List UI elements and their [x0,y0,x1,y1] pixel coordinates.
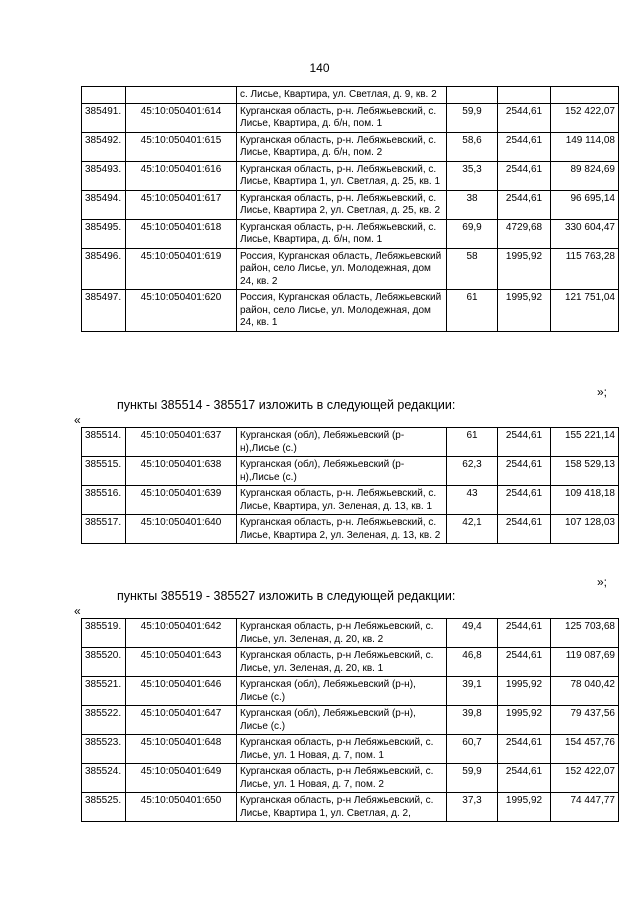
cadastral-value: 158 529,13 [551,457,619,486]
area: 59,9 [447,764,498,793]
cadastral-number: 45:10:050401:642 [126,619,237,648]
row-number: 385519. [82,619,126,648]
table-row [82,486,619,515]
cadastral-value [551,87,619,104]
table-row [82,87,619,104]
row-number: 385514. [82,428,126,457]
cadastral-value: 79 437,56 [551,706,619,735]
specific-value: 1995,92 [498,706,551,735]
table-row [82,706,619,735]
row-number: 385523. [82,735,126,764]
close-quote: »; [596,575,607,589]
registry-table-3 [81,618,619,822]
open-quote: « [74,413,81,427]
area: 35,3 [447,161,498,190]
cadastral-value: 152 422,07 [551,764,619,793]
row-number: 385491. [82,103,126,132]
area: 59,9 [447,103,498,132]
address: Курганская область, р-н Лебяжьевский, с. Лисье, ул. 1 Новая, д. 7, пом. 2 [237,764,447,793]
address: с. Лисье, Квартира, ул. Светлая, д. 9, кв. 2 [237,87,447,104]
specific-value: 2544,61 [498,457,551,486]
table-row [82,132,619,161]
area: 58 [447,248,498,290]
specific-value: 2544,61 [498,648,551,677]
area: 39,8 [447,706,498,735]
row-number: 385517. [82,515,126,544]
table-row [82,515,619,544]
cadastral-value: 115 763,28 [551,248,619,290]
table-row [82,103,619,132]
specific-value: 2544,61 [498,103,551,132]
table-row [82,619,619,648]
table-row [82,219,619,248]
address: Курганская область, р-н Лебяжьевский, с. Лисье, ул. 1 Новая, д. 7, пом. 1 [237,735,447,764]
specific-value: 2544,61 [498,190,551,219]
cadastral-value: 152 422,07 [551,103,619,132]
specific-value: 2544,61 [498,161,551,190]
row-number: 385492. [82,132,126,161]
cadastral-value: 330 604,47 [551,219,619,248]
cadastral-number: 45:10:050401:643 [126,648,237,677]
area: 39,1 [447,677,498,706]
table-row [82,161,619,190]
specific-value: 2544,61 [498,619,551,648]
area: 60,7 [447,735,498,764]
cadastral-number: 45:10:050401:614 [126,103,237,132]
specific-value: 1995,92 [498,290,551,332]
row-number: 385493. [82,161,126,190]
specific-value: 1995,92 [498,677,551,706]
cadastral-number: 45:10:050401:648 [126,735,237,764]
cadastral-number: 45:10:050401:616 [126,161,237,190]
cadastral-value: 121 751,04 [551,290,619,332]
address: Курганская область, р-н. Лебяжьевский, с. Лисье, Квартира, д. б/н, пом. 1 [237,219,447,248]
specific-value: 2544,61 [498,515,551,544]
specific-value: 2544,61 [498,486,551,515]
address: Курганская область, р-н. Лебяжьевский, с. Лисье, Квартира, д. б/н, пом. 1 [237,103,447,132]
area: 43 [447,486,498,515]
cadastral-value: 109 418,18 [551,486,619,515]
registry-table-2 [81,427,619,544]
table-row [82,648,619,677]
row-number: 385515. [82,457,126,486]
area: 38 [447,190,498,219]
address: Курганская область, р-н. Лебяжьевский, с. Лисье, Квартира 2, ул. Зеленая, д. 13, кв. 2 [237,515,447,544]
address: Курганская область, р-н. Лебяжьевский, с. Лисье, Квартира 1, ул. Светлая, д. 25, кв. 1 [237,161,447,190]
cadastral-number: 45:10:050401:647 [126,706,237,735]
address: Курганская область, р-н. Лебяжьевский, с. Лисье, Квартира, д. б/н, пом. 2 [237,132,447,161]
table-row [82,248,619,290]
specific-value: 2544,61 [498,735,551,764]
area: 42,1 [447,515,498,544]
cadastral-number: 45:10:050401:650 [126,793,237,822]
address: Россия, Курганская область, Лебяжьевский район, село Лисье, ул. Молодежная, дом 24, кв. 2 [237,248,447,290]
cadastral-number: 45:10:050401:617 [126,190,237,219]
area: 62,3 [447,457,498,486]
cadastral-number: 45:10:050401:615 [126,132,237,161]
specific-value: 1995,92 [498,793,551,822]
address: Курганская область, р-н Лебяжьевский, с. Лисье, ул. Зеленая, д. 20, кв. 1 [237,648,447,677]
cadastral-value: 96 695,14 [551,190,619,219]
address: Курганская (обл), Лебяжьевский (р-н), Лисье (с.) [237,706,447,735]
cadastral-number: 45:10:050401:640 [126,515,237,544]
row-number: 385522. [82,706,126,735]
page-number: 140 [309,61,330,75]
cadastral-number: 45:10:050401:618 [126,219,237,248]
cadastral-number [126,87,237,104]
section-heading: пункты 385514 - 385517 изложить в следующей редакции: [117,398,456,412]
cadastral-number: 45:10:050401:637 [126,428,237,457]
cadastral-number: 45:10:050401:639 [126,486,237,515]
area: 46,8 [447,648,498,677]
cadastral-value: 119 087,69 [551,648,619,677]
area: 49,4 [447,619,498,648]
row-number: 385520. [82,648,126,677]
cadastral-value: 149 114,08 [551,132,619,161]
cadastral-value: 154 457,76 [551,735,619,764]
area: 69,9 [447,219,498,248]
address: Курганская (обл), Лебяжьевский (р-н), Лисье (с.) [237,677,447,706]
specific-value: 2544,61 [498,132,551,161]
specific-value: 1995,92 [498,248,551,290]
table-row [82,764,619,793]
table-row [82,290,619,332]
row-number: 385494. [82,190,126,219]
table-row [82,793,619,822]
close-quote: »; [596,385,607,399]
address: Россия, Курганская область, Лебяжьевский район, село Лисье, ул. Молодежная, дом 24, кв. 1 [237,290,447,332]
cadastral-number: 45:10:050401:619 [126,248,237,290]
cadastral-value: 155 221,14 [551,428,619,457]
table-row [82,677,619,706]
cadastral-value: 107 128,03 [551,515,619,544]
row-number: 385524. [82,764,126,793]
area: 58,6 [447,132,498,161]
cadastral-number: 45:10:050401:646 [126,677,237,706]
row-number: 385496. [82,248,126,290]
row-number: 385497. [82,290,126,332]
cadastral-number: 45:10:050401:620 [126,290,237,332]
area: 61 [447,428,498,457]
table-row [82,190,619,219]
address: Курганская область, р-н Лебяжьевский, с. Лисье, Квартира 1, ул. Светлая, д. 2, [237,793,447,822]
address: Курганская область, р-н Лебяжьевский, с. Лисье, ул. Зеленая, д. 20, кв. 2 [237,619,447,648]
table-row [82,735,619,764]
table-row [82,428,619,457]
specific-value: 2544,61 [498,428,551,457]
cadastral-value: 125 703,68 [551,619,619,648]
cadastral-value: 89 824,69 [551,161,619,190]
cadastral-number: 45:10:050401:638 [126,457,237,486]
specific-value: 2544,61 [498,764,551,793]
registry-table-1 [81,86,619,332]
table-row [82,457,619,486]
area [447,87,498,104]
area: 37,3 [447,793,498,822]
cadastral-value: 78 040,42 [551,677,619,706]
row-number [82,87,126,104]
row-number: 385525. [82,793,126,822]
cadastral-number: 45:10:050401:649 [126,764,237,793]
specific-value: 4729,68 [498,219,551,248]
row-number: 385516. [82,486,126,515]
address: Курганская (обл), Лебяжьевский (р-н),Лисье (с.) [237,428,447,457]
address: Курганская область, р-н. Лебяжьевский, с. Лисье, Квартира 2, ул. Светлая, д. 25, кв. 2 [237,190,447,219]
cadastral-value: 74 447,77 [551,793,619,822]
address: Курганская область, р-н. Лебяжьевский, с. Лисье, Квартира, ул. Зеленая, д. 13, кв. 1 [237,486,447,515]
row-number: 385495. [82,219,126,248]
address: Курганская (обл), Лебяжьевский (р-н),Лисье (с.) [237,457,447,486]
area: 61 [447,290,498,332]
section-heading: пункты 385519 - 385527 изложить в следующей редакции: [117,589,456,603]
specific-value [498,87,551,104]
open-quote: « [74,604,81,618]
row-number: 385521. [82,677,126,706]
